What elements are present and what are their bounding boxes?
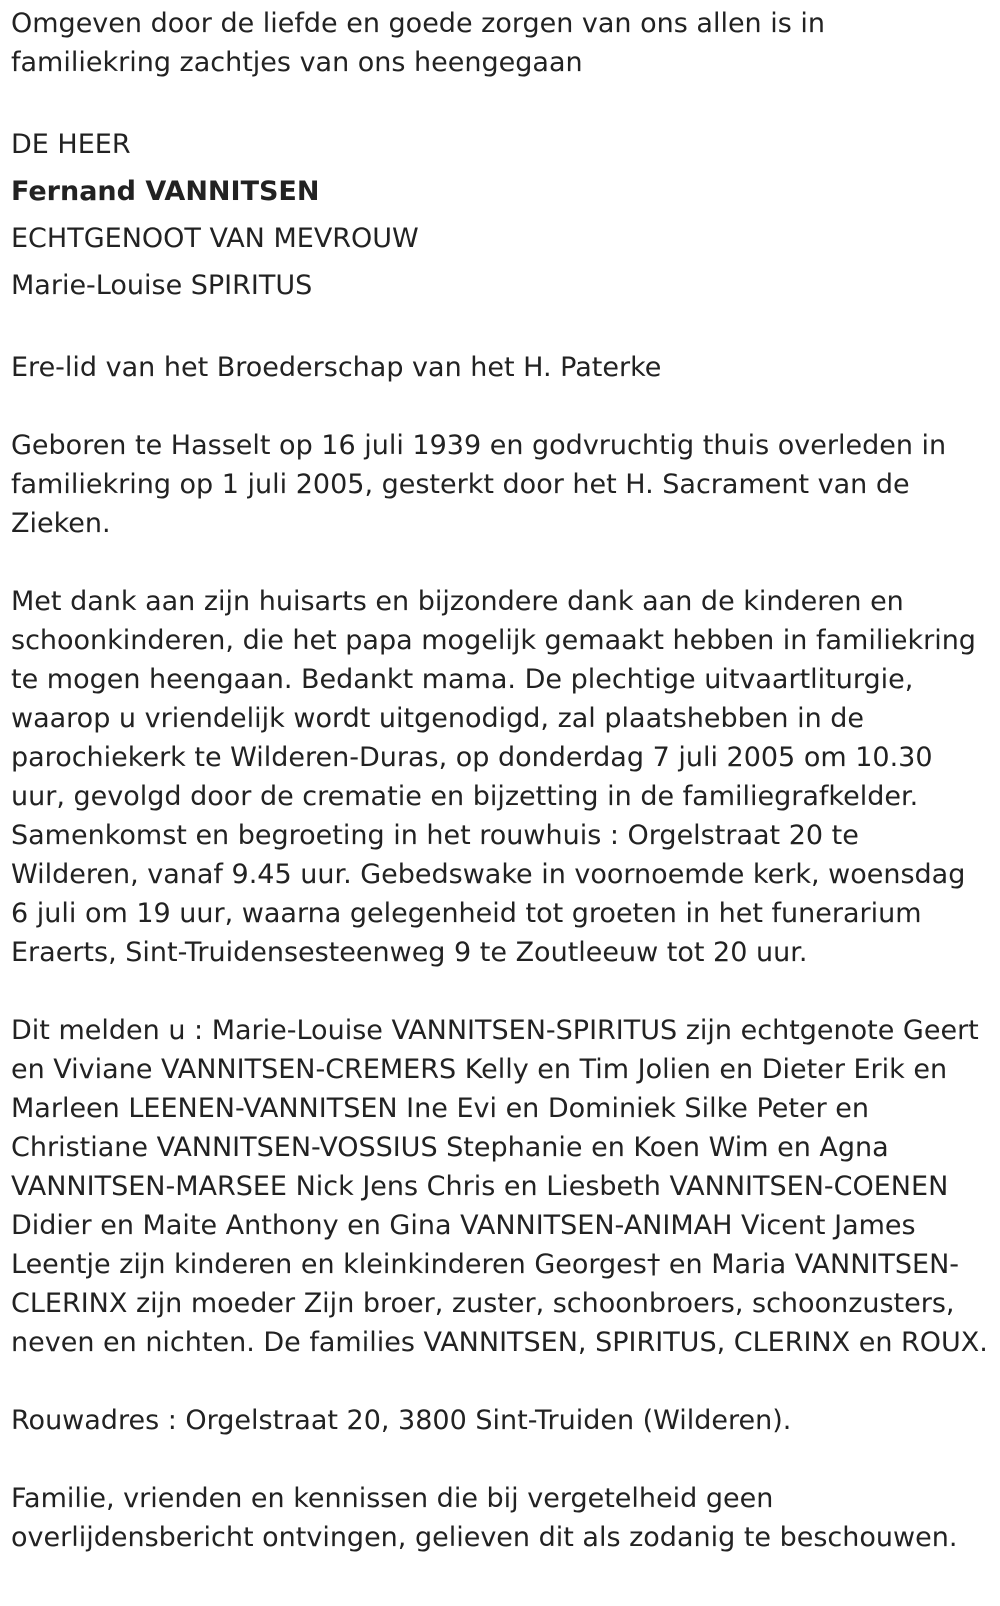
spouse-label: ECHTGENOOT VAN MEVROUW [11,223,419,254]
funeral-details-paragraph: Met dank aan zijn huisarts en bijzondere dank aan de kinderen en schoonkinderen, die het papa mogelijk gemaakt hebben in familiekring te mogen heengaan. Bedankt mama. De plechtige uitvaartliturgie, waarop u vriendelijk wordt uitgenodigd, zal plaatshebben in de parochiekerk te Wilderen-Duras, op donderdag 7 juli 2005 om 10.30 uur, gevolgd door de crematie en bijzetting in de familiegrafkelder. Samenkomst en begroeting in het rouwhuis : Orgelstraat 20 te Wilderen, vanaf 9.45 uur. Gebedswake in voornoemde kerk, woensdag 6 juli om 19 uur, waarna gelegenheid tot groeten in het funerarium Eraerts, Sint-Truidensesteenweg 9 te Zoutleeuw tot 20 uur. [11,586,976,968]
honorary-membership: Ere-lid van het Broederschap van het H. Paterke [11,352,662,383]
intro-text: Omgeven door de liefde en goede zorgen van ons allen is in familiekring zachtjes van ons heengegaan [11,8,826,78]
birth-death-paragraph: Geboren te Hasselt op 16 juli 1939 en godvruchtig thuis overleden in familiekring op 1 juli 2005, gesterkt door het H. Sacrament van de Zieken. [11,430,947,539]
spacer [11,387,988,426]
spacer [11,1440,988,1479]
family-announcement-paragraph: Dit melden u : Marie-Louise VANNITSEN-SPIRITUS zijn echtgenote Geert en Viviane VANNITSEN-CREMERS Kelly en Tim Jolien en Dieter Erik en Marleen LEENEN-VANNITSEN Ine Evi en Dominiek Silke Peter en Christiane VANNITSEN-VOSSIUS Stephanie en Koen Wim en Agna VANNITSEN-MARSEE Nick Jens Chris en Liesbeth VANNITSEN-COENEN Didier en Maite Anthony en Gina VANNITSEN-ANIMAH Vicent James Leentje zijn kinderen en kleinkinderen Georges† en Maria VANNITSEN-CLERINX zijn moeder Zijn broer, zuster, schoonbroers, schoonzusters, neven en nichten. De families VANNITSEN, SPIRITUS, CLERINX en ROUX. [11,1015,988,1358]
spacer [11,82,988,121]
spacer [11,309,988,348]
spacer [11,972,988,1011]
mourning-address: Rouwadres : Orgelstraat 20, 3800 Sint-Truiden (Wilderen). [11,1405,792,1436]
spouse-name: Marie-Louise SPIRITUS [11,270,313,301]
title-label: DE HEER [11,129,131,160]
spacer [11,1362,988,1401]
closing-note: Familie, vrienden en kennissen die bij vergetelheid geen overlijdensbericht ontvingen, gelieven dit als zodanig te beschouwen. [11,1483,958,1553]
deceased-name: Fernand VANNITSEN [11,176,320,207]
spacer [11,543,988,582]
